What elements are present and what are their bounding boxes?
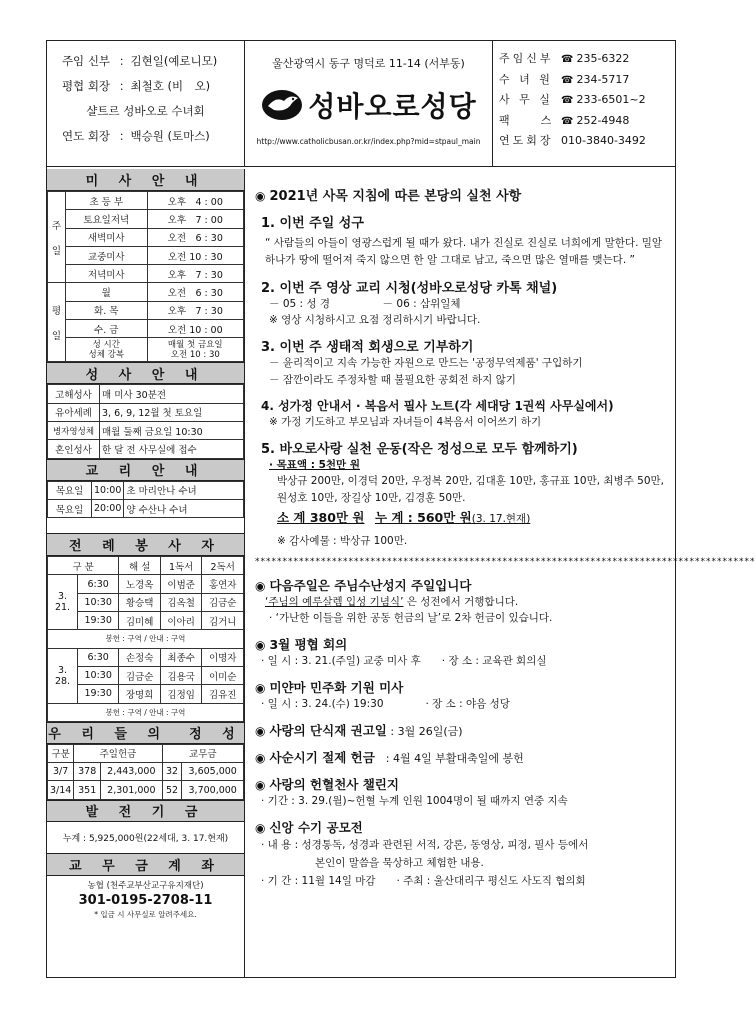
notice-blood-donation: ◉ 사랑의 헌혈천사 챌린지 · 기간 : 3. 29.(월)~헌혈 누계 인원 1004명이 될 때까지 연중 지속 [255,777,568,807]
video-list: － 05 : 성 경 － 06 : 삼위일체 [269,298,461,310]
notice-lent-offering: ◉ 사순시기 절제 헌금 : 4월 4일 부활대축일에 봉헌 [255,750,524,765]
contact-row: 연도회장 010-3840-3492 [499,134,646,147]
sacrament-table: 고해성사 매 미사 30분전 유아세례 3, 6, 9, 12월 첫 토요일 병자영성체 매월 둘째 금요일 10:30 혼인성사 한 달 전 사무실에 접수 [47,384,244,458]
account-note: * 입금 시 사무실로 알려주세요. [94,909,197,919]
main-content [247,169,756,977]
account-number: 301-0195-2708-11 [78,892,213,908]
circle-bullet-icon: ◉ [255,751,266,765]
liturgy-table: 구 분 해 설 1독서 2독서 3. 21. 6:30 노경옥 이범준 홍연자 10:30 황승택 김옥철 김금순 19:30 김미혜 이아리 김거니 봉헌 : 구역 / 안내 : 구역 3. 28. 6:30 손정숙 최종수 이명자 10:30 김금순 김용국 이미순 19:30 장명희 김정임 김유진 봉헌 : 구역 / 안내 : 구역 [47,556,244,722]
church-address: 울산광역시 동구 명덕로 11-14 (서부동) [272,57,465,70]
bulletin-frame [46,40,756,978]
dev-fund-title: 발 전 기 금 [47,800,244,822]
church-logo [245,85,492,125]
notice-palm-sunday: ◉ 다음주일은 주님수난성지 주일입니다 ‘주님의 예루살렘 입성 기념식’ 은 성전에서 거행합니다. · ‘가난한 이들을 위한 공동 헌금의 날’로 2차 헌금이 있습니다. [255,578,553,624]
doctrine-title: 교 리 안 내 [47,459,244,481]
offering-table: 구분 주일헌금 교무금 3/7 378 2,443,000 32 3,605,000 3/14 351 2,301,000 52 3,700,000 [47,744,244,800]
eco-item: － 잠깐이라도 주정차할 때 불필요한 공회전 하지 않기 [269,374,516,386]
circle-bullet-icon: ◉ [255,189,266,203]
account-bank: 농협 (천주교부산교구유지재단) [87,880,204,891]
circle-bullet-icon: ◉ [255,821,266,835]
weekday-label: 평 일 [48,283,66,362]
staff-row: 주임 신부 ：김현일(예로니모) [61,54,218,68]
eco-item: － 윤리적이고 지속 가능한 자원으로 만드는 '공정무역제품' 구입하기 [269,357,583,369]
video-note: ※ 영상 시청하시고 요점 정리하시기 바랍니다. [269,314,481,326]
circle-bullet-icon: ◉ [255,778,266,792]
dove-icon [260,88,304,122]
goal-amount: · 목표액 : 5천만 원 [269,459,360,471]
section-1-title: 1. 이번 주일 성구 [261,216,364,231]
doctrine-table: 목요일 10:00 초 마리안나 수녀 목요일 20:00 양 수산나 수녀 [47,481,244,519]
notice-writing-contest: ◉ 신앙 수기 공모전 · 내 용 : 성경통독, 성경과 관련된 서적, 강론, 동영상, 피정, 필사 등에서 본인이 말씀을 묵상하고 체험한 내용. · 기 간 : 11월 14일 마감 · 주최 : 울산대리구 평신도 사도직 협의회 [255,820,589,887]
staff-row: 샬트르 성바오로 수녀회 [86,104,205,118]
circle-bullet-icon: ◉ [255,724,266,738]
staff-row: 평협 회장 ：최철호 (비 오) [61,79,211,93]
contact-row: 팩 스 ☎ 252-4948 [499,113,630,127]
account-title: 교 무 금 계 좌 [47,854,244,876]
left-info-column [47,169,245,977]
circle-bullet-icon: ◉ [255,681,266,695]
mass-title: 미 사 안 내 [47,169,244,191]
section-2-title: 2. 이번 주 영상 교리 시청(성바오로성당 카톡 채널) [261,281,558,296]
contact-row: 수 녀 원 ☎ 234-5717 [499,72,630,86]
section-4-title: 4. 성가정 안내서 · 복음서 필사 노트(각 세대당 1권씩 사무실에서) [261,399,614,413]
sunday-label: 주 일 [48,192,66,283]
notice-council-meeting: ◉ 3월 평협 회의 · 일 시 : 3. 21.(주일) 교중 미사 후 · 장 소 : 교육관 회의실 [255,637,547,667]
contact-row: 주임신부 ☎ 235-6322 [499,52,630,65]
section-3-title: 3. 이번 주 생태적 회생으로 기부하기 [261,340,474,355]
offering-title: 우 리 들 의 정 성 [47,722,244,744]
circle-bullet-icon: ◉ [255,579,266,593]
church-name: 성바오로성당 [308,90,477,123]
notice-fasting: ◉ 사랑의 단식재 권고일 : 3월 26일(금) [255,723,463,738]
phone-icon: ☎ [561,74,574,86]
contact-row: 사 무 실 ☎ 233-6501~2 [499,93,646,106]
thanks-note: ※ 감사예물 : 박상규 100만. [277,535,408,547]
circle-bullet-icon: ◉ [255,638,266,652]
phone-icon: ☎ [561,95,574,106]
phone-icon: ☎ [561,115,574,127]
dev-fund-total: 누계 : 5,925,000원(22세대, 3. 17.현재) [47,822,244,854]
section-5-title: 5. 바오로사랑 실천 운동(작은 정성으로 모두 함께하기) [261,442,578,457]
phone-icon: ☎ [561,54,574,65]
pastoral-title: ◉ 2021년 사목 지침에 따른 본당의 실천 사항 [255,189,522,204]
bible-quote: “ 사람들의 아들이 영광스럽게 될 때가 왔다. 내가 진실로 진실로 너희에게 말한다. 밀알 하나가 땅에 떨어져 죽지 않으면 한 알 그대로 남고, 죽으면 많은 열매를 맺는다. ” [265,237,663,266]
header-staff [47,41,245,167]
family-note: ※ 가정 기도하고 부모님과 자녀들이 4복음서 이어쓰기 하기 [269,416,542,428]
notice-myanmar-mass: ◉ 미얀마 민주화 기원 미사 · 일 시 : 3. 24.(수) 19:30 · 장 소 : 야음 성당 [255,680,510,710]
donation-totals: 소 계 380만 원 누 계 : 560만 원(3. 17.현재) [277,510,531,525]
header-logo-block [245,41,493,167]
staff-row: 연도 회장 ：백승원 (토마스) [61,129,210,143]
liturgy-title: 전 례 봉 사 자 [47,534,244,556]
donor-list: 박상규 200만, 이경덕 20만, 우정복 20만, 김대훈 10만, 홍규표 10만, 최병주 50만, 원성호 10만, 장길상 10만, 김경훈 50만. [277,475,665,504]
header [47,41,675,167]
account-box [47,876,244,920]
church-url[interactable]: http://www.catholicbusan.or.kr/index.php?mid=stpaul_main [256,137,481,146]
sacrament-title: 성 사 안 내 [47,362,244,384]
separator: ******************************************************************************************* [255,557,756,567]
mass-table: 주 일 초 등 부 오후 4 : 00 토요일저녁 오후 7 : 00 새벽미사 오전 6 : 30 교중미사 오전 10 : 30 저녁미사 오후 7 : 30 평 일 월 오전 6 : 30 화. 목 오후 7 : 30 수. 금 오전 10 : 00 성 시간 성체 강복 매월 첫 금요일 오전 10 : 30 [47,191,244,362]
header-contacts [493,41,677,167]
